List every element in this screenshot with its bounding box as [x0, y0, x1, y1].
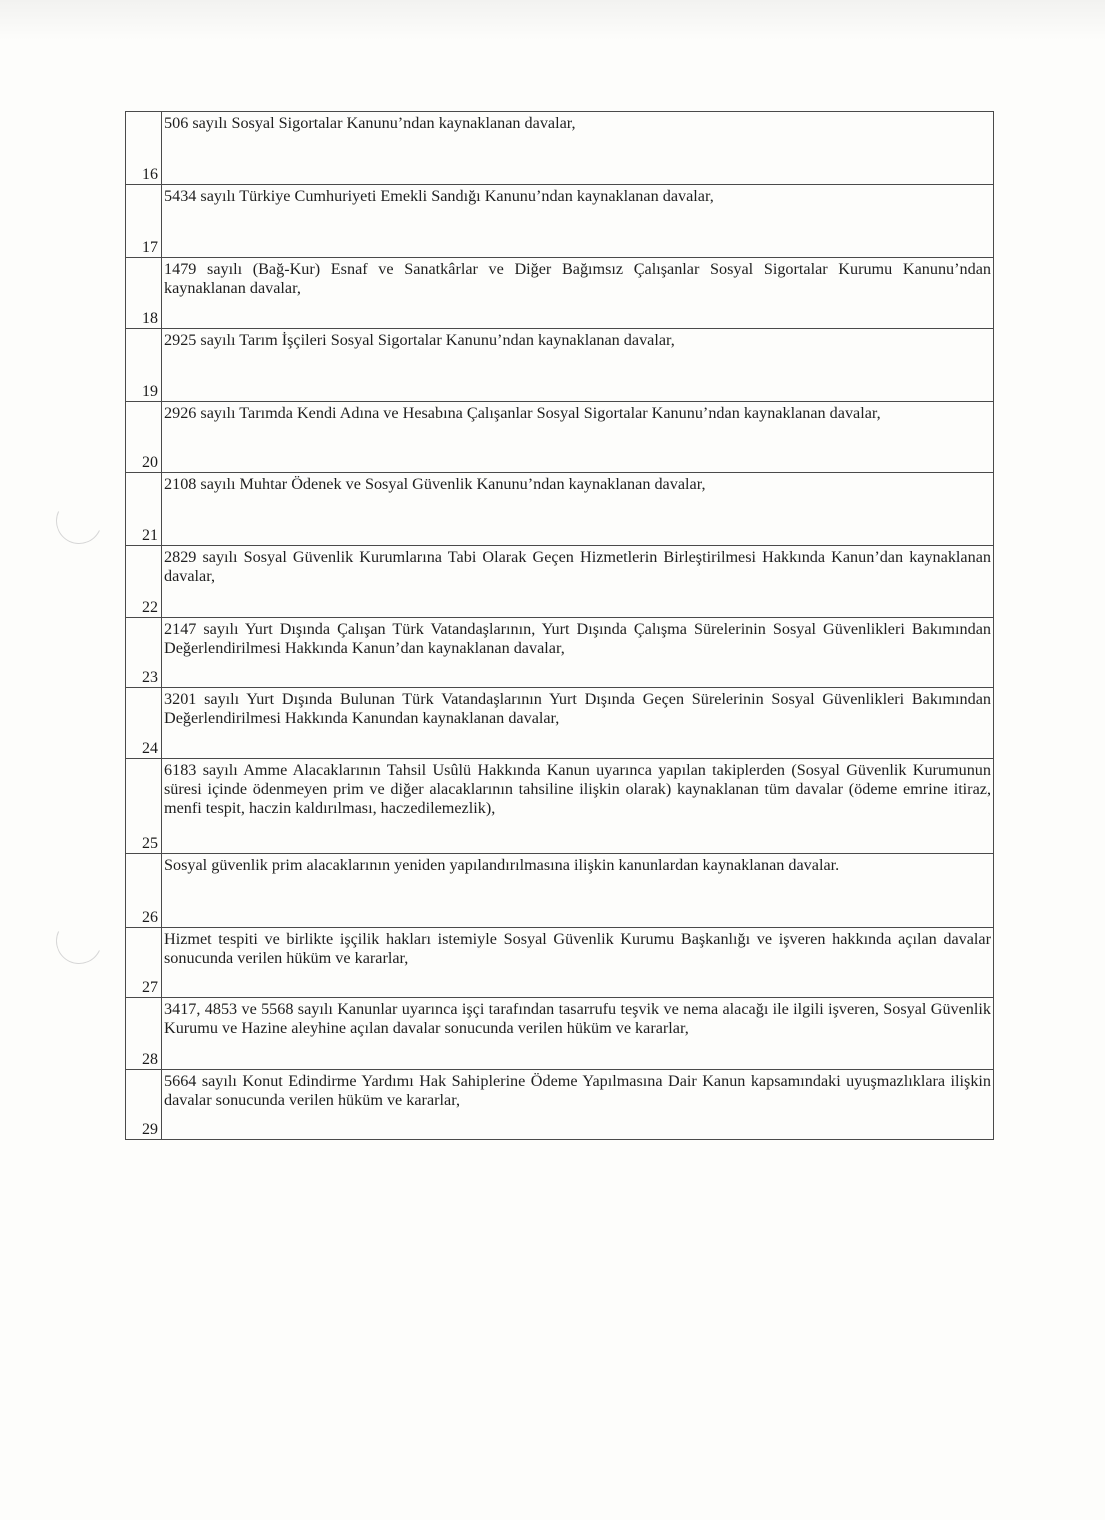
row-number-cell — [126, 329, 162, 402]
row-number: 24 — [142, 740, 158, 757]
table-row — [126, 618, 994, 688]
row-text: 2926 sayılı Tarımda Kendi Adına ve Hesabına Çalışanlar Sosyal Sigortalar Kanunu’ndan kaynaklanan davalar, — [162, 402, 994, 473]
row-text: 5664 sayılı Konut Edindirme Yardımı Hak Sahiplerine Ödeme Yapılmasına Dair Kanun kapsamındaki uyuşmazlıklara ilişkin davalar sonucunda verilen hüküm ve kararlar, — [162, 1070, 994, 1140]
table-row — [126, 546, 994, 618]
row-number: 19 — [142, 383, 158, 400]
punch-hole-mark — [50, 492, 109, 551]
row-number-cell — [126, 688, 162, 759]
table-row — [126, 998, 994, 1070]
row-number: 21 — [142, 527, 158, 544]
scan-shadow — [0, 0, 1105, 40]
row-number-cell — [126, 928, 162, 998]
row-number-cell — [126, 258, 162, 329]
table-row — [126, 759, 994, 854]
row-number-cell — [126, 854, 162, 928]
table-row — [126, 1070, 994, 1140]
row-number: 23 — [142, 669, 158, 686]
row-number: 22 — [142, 599, 158, 616]
row-number-cell — [126, 998, 162, 1070]
row-number: 25 — [142, 835, 158, 852]
row-number-cell — [126, 402, 162, 473]
row-text: 2829 sayılı Sosyal Güvenlik Kurumlarına Tabi Olarak Geçen Hizmetlerin Birleştirilmesi Hakkında Kanun’dan kaynaklanan davalar, — [162, 546, 994, 618]
table-row — [126, 473, 994, 546]
row-text: 2147 sayılı Yurt Dışında Çalışan Türk Vatandaşlarının, Yurt Dışında Çalışma Sürelerinin Sosyal Güvenlikleri Bakımından Değerlendirilmesi Hakkında Kanun’dan kaynaklanan davalar, — [162, 618, 994, 688]
row-text: 506 sayılı Sosyal Sigortalar Kanunu’ndan kaynaklanan davalar, — [162, 112, 994, 185]
row-text: 3417, 4853 ve 5568 sayılı Kanunlar uyarınca işçi tarafından tasarrufu teşvik ve nema alacağı ile ilgili işveren, Sosyal Güvenlik Kurumu ve Hazine aleyhine açılan davalar sonucunda verilen hüküm ve kararlar, — [162, 998, 994, 1070]
row-text: 6183 sayılı Amme Alacaklarının Tahsil Usûlü Hakkında Kanun uyarınca yapılan takiplerden (Sosyal Güvenlik Kurumunun süresi içinde ödenmeyen prim ve diğer alacaklarının tahsiline ilişkin olarak) kaynaklanan tüm davalar (ödeme emrine itiraz, menfi tespit, haczin kaldırılması, haczedilemezlik), — [162, 759, 994, 854]
row-number: 27 — [142, 979, 158, 996]
table-row — [126, 688, 994, 759]
row-number-cell — [126, 473, 162, 546]
table-row — [126, 854, 994, 928]
row-text: 5434 sayılı Türkiye Cumhuriyeti Emekli Sandığı Kanunu’ndan kaynaklanan davalar, — [162, 185, 994, 258]
row-number: 17 — [142, 239, 158, 256]
row-number-cell — [126, 112, 162, 185]
row-number-cell — [126, 759, 162, 854]
row-number-cell — [126, 546, 162, 618]
table-row — [126, 258, 994, 329]
table-row — [126, 928, 994, 998]
row-number-cell — [126, 618, 162, 688]
table-row — [126, 112, 994, 185]
row-text: 3201 sayılı Yurt Dışında Bulunan Türk Vatandaşlarının Yurt Dışında Geçen Sürelerinin Sosyal Güvenlikleri Bakımından Değerlendirilmesi Hakkında Kanundan kaynaklanan davalar, — [162, 688, 994, 759]
punch-hole-mark — [50, 912, 109, 971]
table-row — [126, 402, 994, 473]
row-number: 18 — [142, 310, 158, 327]
table-row — [126, 329, 994, 402]
court-cases-table — [125, 111, 994, 1140]
row-number: 28 — [142, 1051, 158, 1068]
row-text: 2108 sayılı Muhtar Ödenek ve Sosyal Güvenlik Kanunu’ndan kaynaklanan davalar, — [162, 473, 994, 546]
row-number: 29 — [142, 1121, 158, 1138]
row-text: 2925 sayılı Tarım İşçileri Sosyal Sigortalar Kanunu’ndan kaynaklanan davalar, — [162, 329, 994, 402]
row-number: 16 — [142, 166, 158, 183]
row-number: 20 — [142, 454, 158, 471]
row-text: 1479 sayılı (Bağ-Kur) Esnaf ve Sanatkârlar ve Diğer Bağımsız Çalışanlar Sosyal Sigortalar Kurumu Kanunu’ndan kaynaklanan davalar, — [162, 258, 994, 329]
row-number-cell — [126, 1070, 162, 1140]
row-text: Sosyal güvenlik prim alacaklarının yeniden yapılandırılmasına ilişkin kanunlardan kaynaklanan davalar. — [162, 854, 994, 928]
row-text: Hizmet tespiti ve birlikte işçilik hakları istemiyle Sosyal Güvenlik Kurumu Başkanlığı ve işveren hakkında açılan davalar sonucunda verilen hüküm ve kararlar, — [162, 928, 994, 998]
table-row — [126, 185, 994, 258]
row-number: 26 — [142, 909, 158, 926]
row-number-cell — [126, 185, 162, 258]
